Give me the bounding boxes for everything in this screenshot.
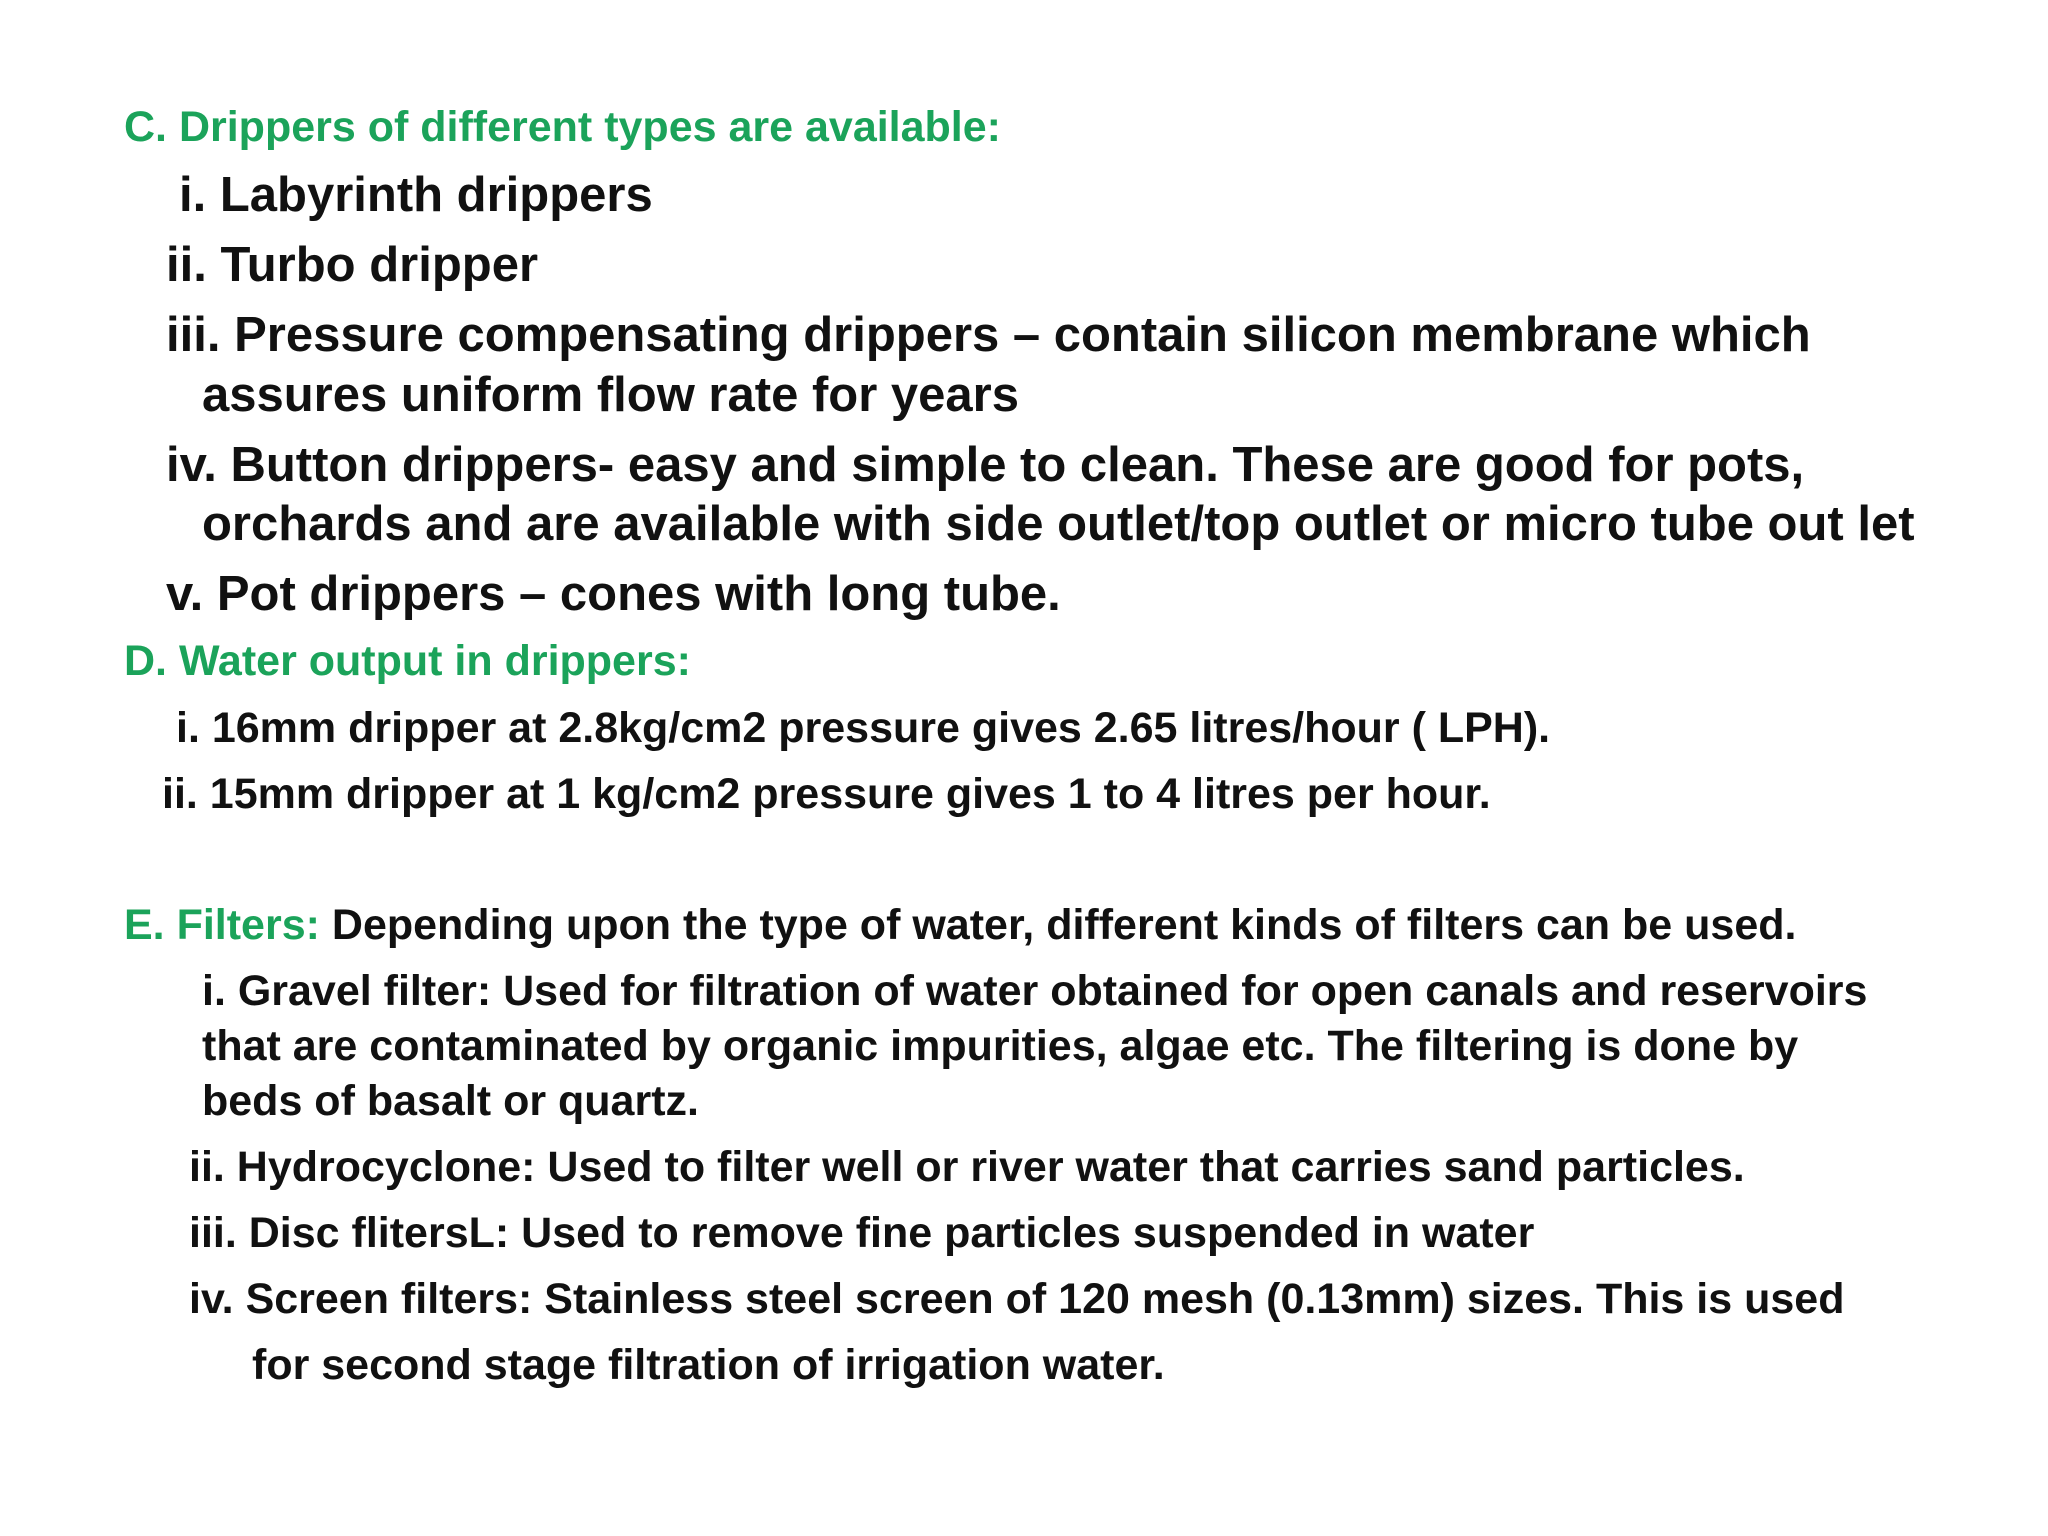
section-c-item-4: iv. Button drippers- easy and simple to clean. These are good for pots, — [166, 438, 1805, 492]
section-c-item-1: i. Labyrinth drippers — [179, 168, 653, 222]
section-e-item-3: iii. Disc flitersL: Used to remove fine particles suspended in water — [189, 1209, 1535, 1257]
section-e-intro: Depending upon the type of water, different kinds of filters can be used. — [319, 901, 1797, 949]
section-e-item-2: ii. Hydrocyclone: Used to filter well or river water that carries sand particles. — [189, 1143, 1745, 1191]
section-d-item-2: ii. 15mm dripper at 1 kg/cm2 pressure gives 1 to 4 litres per hour. — [162, 770, 1491, 818]
section-e-item-1: i. Gravel filter: Used for filtration of water obtained for open canals and reservoirs — [202, 967, 1868, 1015]
section-d-item-1: i. 16mm dripper at 2.8kg/cm2 pressure gives 2.65 litres/hour ( LPH). — [176, 704, 1551, 752]
section-e-heading-line — [124, 901, 1797, 949]
section-c-item-2: ii. Turbo dripper — [166, 238, 539, 292]
section-c-item-3: iii. Pressure compensating drippers – contain silicon membrane which — [166, 308, 1811, 362]
section-e-item-1-cont: that are contaminated by organic impurities, algae etc. The filtering is done by — [202, 1022, 1799, 1070]
section-c-item-4-cont: orchards and are available with side outlet/top outlet or micro tube out let — [202, 497, 1915, 551]
section-e-item-4-cont: for second stage filtration of irrigation water. — [252, 1341, 1165, 1389]
section-e-heading: E. Filters: — [124, 901, 320, 949]
section-c-item-3-cont: assures uniform flow rate for years — [202, 368, 1019, 422]
section-c-heading: C. Drippers of different types are available: — [124, 103, 1001, 151]
section-e-item-4: iv. Screen filters: Stainless steel screen of 120 mesh (0.13mm) sizes. This is used — [189, 1275, 1845, 1323]
section-e-item-1-cont-2: beds of basalt or quartz. — [202, 1077, 699, 1125]
section-c-item-5: v. Pot drippers – cones with long tube. — [166, 567, 1061, 621]
section-d-heading: D. Water output in drippers: — [124, 637, 691, 685]
